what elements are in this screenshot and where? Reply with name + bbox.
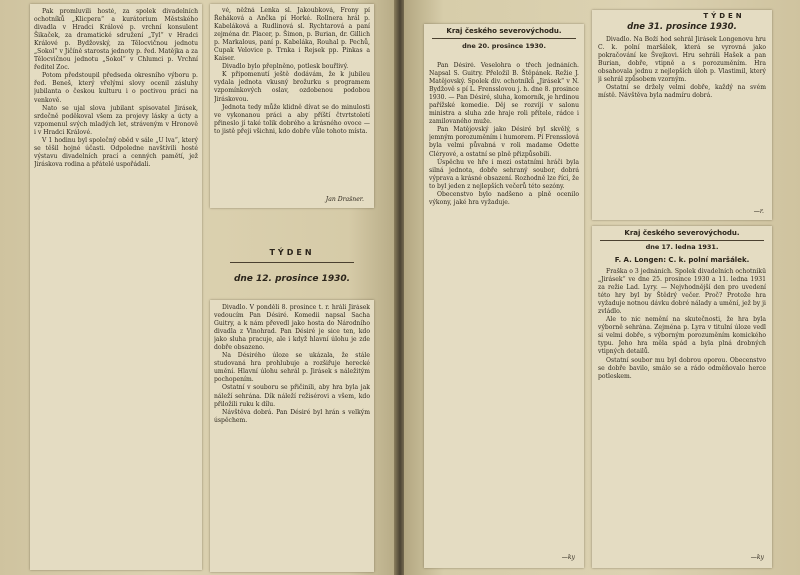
clipping-date: dne 17. ledna 1931. [645, 243, 719, 251]
clipping-3-text [598, 268, 766, 550]
signature: —ky [561, 554, 575, 561]
paragraph: Potom předstoupil předseda okresního výboru p. řed. Beneš, který vřelými slovy ocenil zásluhy jubilanta o českou kulturu i o poctivou práci na venkově. [34, 72, 198, 104]
signature: —ky [750, 554, 764, 561]
clipping-2-text [598, 36, 766, 208]
paragraph: K připomenutí ještě dodávám, že k jubileu vydala jednota vkusný brožurku s programem vzpomínkových oslav, ozdobenou podobou Jiráskovou. [214, 71, 370, 103]
right-clipping-1 [424, 24, 584, 568]
article-title: F. A. Longen: C. k. polní maršálek. [614, 256, 750, 264]
heading-rule [600, 240, 764, 241]
paragraph: Pan Désiré. Veselohra o třech jednáních. Napsal S. Guitry. Přeložil B. Štěpánek. Režie J. Matějovský. Spolek div. ochotníků „Jirásek“ v N. Bydžově s pí L. Frensslovou j. h. dne 8. prosince 1930. — Pan Désiré, sluha, komorník, je hrdinou pařížské komedie. Děj se rozvíjí v salonu ministra a sluha zde hraje roli přítele, rádce i zamilovaného muže. [429, 62, 579, 126]
paragraph: Nato se ujal slova jubilant spisovatel Jirásek, srdečně poděkoval všem za projevy lásky a úcty a vzpomenul svých mladých let, stráveným v Hronově i v Hradci Králové. [34, 104, 198, 136]
clipping-date: dne 20. prosince 1930. [462, 42, 546, 50]
paragraph: Ostatní soubor mu byl dobrou oporou. Obecenstvo se dobře bavilo, smálo se a rádo odměňovalo herce potleskem. [598, 356, 766, 380]
heading-rule [432, 38, 576, 39]
paragraph: Na Désirého úloze se ukázala, že stále studovaná hra prohlubuje a rozšiřuje herecké umění. Hlavní úlohu sehrál p. Jirásek s náležitým pochopením. [214, 352, 370, 384]
paragraph: Úspěchu ve hře i mezi ostatními hráči byla silná jednota, dobře sehraný soubor, dobrá výprava a krásné obsazení. Rozhodně lze řící, že to byl jeden z nejlepších večerů této sezóny. [429, 158, 579, 190]
left-clipping-column-2-top [210, 4, 374, 208]
paragraph: Jednota tedy může klidně dívat se do minulosti ve vykonanou práci a aby příští čtvrtstoletí přineslo jí také tolik dobrého a krásného ovoce — to jistě přeji všichni, kdo dobře vůle tohoto místa. [214, 103, 370, 135]
paragraph: Pak promluvili hosté, za spolek divadelních ochotníků „Klicpera“ a kurátorium Městského divadla v Hradci Králové p. vrchní konsulent Šikaček, za dramatické sdružení „Tyl“ v Hradci Králové p. Bydžovský, za Tělocvičnou jednotu „Sokol“ v Jičíně starosta jednoty p. řed. Matějka a za Tělocvičnou jednotu „Sokol“ v Chlumci p. Vrchní ředitel Zoc. [34, 8, 198, 72]
paragraph: Ale to nic nemění na skutečnosti, že hra byla výborně sehrána. Zejména p. Lyra v titulní úloze vedl si velmi dobře, s výborným porozuměním komického typu. Jeho hra měla spád a byla plná drobných vtipných detailů. [598, 316, 766, 356]
left-page [0, 0, 396, 575]
paragraph: Divadlo. Na Boží hod sehrál Jirásek Longenovu hru C. k. polní maršálek, která se vyrovná jako pokračování ke Švejkovi. Hru sehráli Hašek a pan Burian, dobře, vtipně a s porozuměním. Hra obsahovala jednu z nejlepších úloh p. Vlastimil, který ji sehrál způsobem vzorným. [598, 36, 766, 84]
weekly-heading: TÝDEN [269, 248, 315, 257]
right-clipping-2 [592, 10, 772, 220]
paragraph: Divadlo. V pondělí 8. prosince t. r. hráli Jirásek vedoucím Pan Désiré. Komedii napsal Sacha Guitry, a k nám převedl jako hosta do Národního divadla z Vinohrad. Pan Désiré je sice ten, kdo jako sluha pracuje, ale i když hlavní úlohu je zde dobře obsazeno. [214, 304, 370, 352]
newspaper-name: Kraj českého severovýchodu. [624, 229, 740, 237]
paragraph: Fraška o 3 jednáních. Spolek divadelních ochotníků „Jirásek“ ve dne 25. prosince 1930 a 11. ledna 1931 za režie Lad. Lyry. — Nejvhodnější den pro uvedení této hry byl by Štědrý večer. Proč? Protože hra vyžaduje notnou dávku dobré nálady a umění, jež by ji zvládlo. [598, 268, 766, 316]
right-clipping-3 [592, 226, 772, 568]
paragraph: Pan Matějovský jako Désiré byl skvělý, s jemným porozuměním i humorem. Pí Frensslová byla velmi půvabná v roli madame Odette Cléryové, a ostatní se plně přizpůsobili. [429, 126, 579, 158]
left-clipping-column-2-bottom [210, 300, 374, 572]
signature: —r. [753, 208, 764, 215]
paragraph: Obecenstvo bylo nadšeno a plně ocenilo výkony, jaké hra vyžaduje. [429, 190, 579, 206]
paragraph: Ostatní v souboru se přičinili, aby hra byla jak náleží sehrána. Dík náleží režisérovi a všem, kdo přiložili ruku k dílu. [214, 384, 370, 408]
left-clipping-column-1 [30, 4, 202, 570]
left-column-2-bottom-text [214, 304, 370, 568]
weekly-date: dne 12. prosince 1930. [233, 274, 351, 284]
paragraph: V 1 hodinu byl společný oběd v sále „U lva“, který se těšil hojné účasti. Odpoledne navštívili hosté výstavu divadelních prací a cenných pamětí, jež Jiráskova rodina a přátelé uspořádali. [34, 136, 198, 168]
right-page [404, 0, 800, 575]
signature: Jan Drašner. [325, 196, 364, 203]
left-column-1-text [34, 8, 198, 566]
clipping-date: dne 31. prosince 1930. [627, 22, 737, 32]
paragraph: vé, něžná Lenka sl. Jakoubková, Frony pí Řeháková a Ančka pí Horké. Rollnera hrál p. Kabeláková a Rudlinová sl. Rychtarová a paní zejména dr. Placer, p. Šimon, p. Burian, dr. Gillich p. Markalous, paní p. Kabeláka, Rouhal p. Pechů, Cupak Velovice p. Trnka i Rejsek pp. Pinkas a Kaiser. [214, 7, 370, 63]
heading-rule [230, 262, 354, 263]
weekly-heading: TÝDEN [703, 12, 745, 20]
left-column-2-top-text [214, 7, 370, 193]
paragraph: Návštěva dobrá. Pan Désiré byl hrán s velkým úspěchem. [214, 408, 370, 424]
clipping-1-text [429, 62, 579, 550]
paragraph: Divadlo bylo přeplněno, potlesk bouřlivý. [222, 63, 349, 71]
paragraph: Ostatní se držely velmi dobře, každý na svém místě. Návštěva byla nadmíru dobrá. [598, 84, 766, 100]
newspaper-name: Kraj českého severovýchodu. [446, 27, 562, 35]
